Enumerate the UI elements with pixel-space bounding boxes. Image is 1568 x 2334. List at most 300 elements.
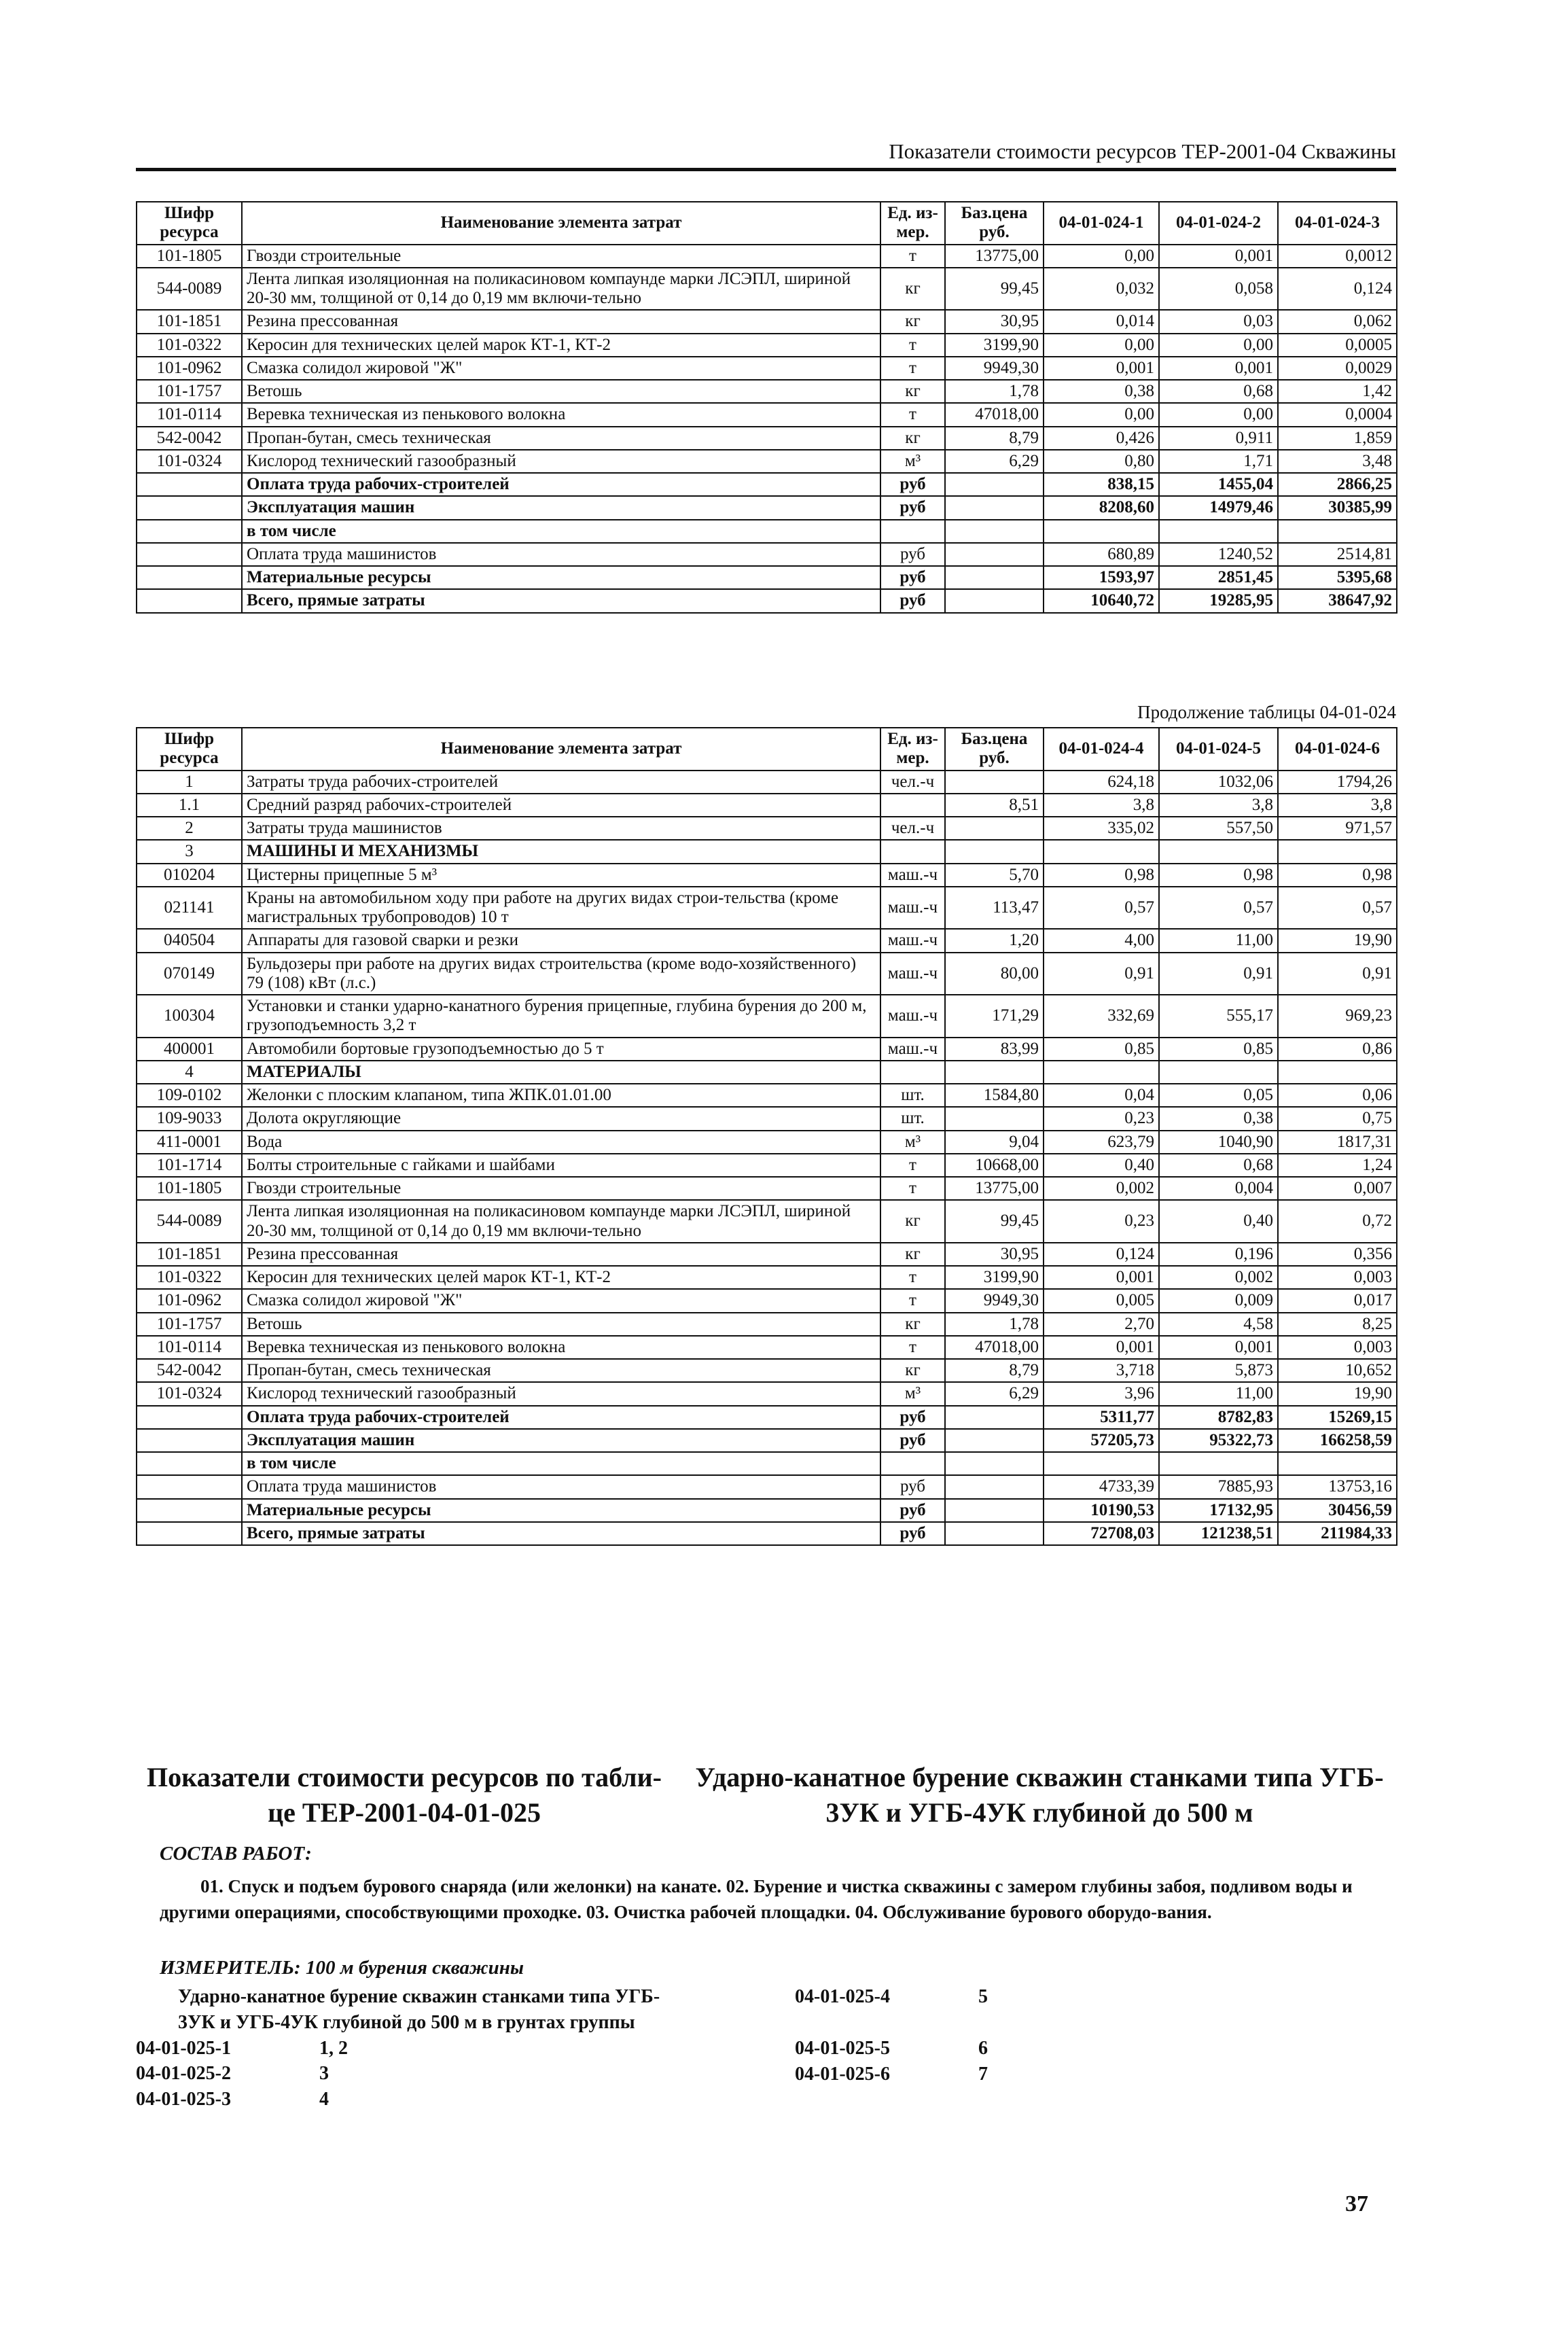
cell-code: 101-0322: [137, 334, 242, 357]
cell-value: 1040,90: [1159, 1131, 1278, 1154]
cell-total-value: 14979,46: [1159, 496, 1278, 519]
cell-code: 101-0962: [137, 1289, 242, 1312]
cell-unit: руб: [880, 1406, 945, 1429]
cell-price: 1584,80: [945, 1084, 1044, 1107]
section-title-right: [679, 1760, 1400, 1831]
totals-row: [137, 520, 1397, 543]
cell-code-empty: [137, 473, 242, 496]
cell-unit: т: [880, 1154, 945, 1177]
table-row: [137, 995, 1397, 1038]
cell-value: 0,98: [1278, 864, 1397, 887]
cell-code: 101-1757: [137, 380, 242, 403]
cell-unit: кг: [880, 1359, 945, 1382]
cell-unit: шт.: [880, 1107, 945, 1130]
cell-value: 0,0005: [1278, 334, 1397, 357]
cell-value: 3,8: [1159, 794, 1278, 817]
code-id: 04-01-025-2: [136, 2063, 231, 2085]
cell-name: Болты строительные с гайками и шайбами: [242, 1154, 880, 1177]
cell-total-value: 8208,60: [1044, 496, 1159, 519]
table-row: [137, 1359, 1397, 1382]
cell-value: 0,014: [1044, 310, 1159, 333]
cell-unit: т: [880, 1336, 945, 1359]
page-header: Показатели стоимости ресурсов ТЕР-2001-04 Скважины: [136, 139, 1396, 171]
totals-row: [137, 1475, 1397, 1498]
cell-code-empty: [137, 1522, 242, 1545]
cell-value: 0,196: [1159, 1243, 1278, 1266]
cell-value: 0,03: [1159, 310, 1278, 333]
cell-name: Смазка солидол жировой "Ж": [242, 357, 880, 380]
cell-name: Ветошь: [242, 380, 880, 403]
cell-total-value: [1159, 520, 1278, 543]
cell-unit: т: [880, 334, 945, 357]
cell-unit: кг: [880, 427, 945, 450]
cell-name: Веревка техническая из пенькового волокна: [242, 1336, 880, 1359]
cell-price-empty: [945, 496, 1044, 519]
code-group: 6: [978, 2037, 988, 2059]
cell-unit: кг: [880, 380, 945, 403]
table-row: [137, 1336, 1397, 1359]
resource-table-2: [136, 727, 1397, 1546]
cell-unit: руб: [880, 1522, 945, 1545]
cell-unit: маш.-ч: [880, 995, 945, 1038]
cell-price-empty: [945, 566, 1044, 589]
cell-name: Резина прессованная: [242, 1243, 880, 1266]
totals-row: [137, 1406, 1397, 1429]
code-id: 04-01-025-3: [136, 2089, 231, 2110]
table-row: [137, 1313, 1397, 1336]
cell-value: 3,96: [1044, 1382, 1159, 1405]
cell-name: Кислород технический газообразный: [242, 1382, 880, 1405]
cell-value: 0,57: [1044, 887, 1159, 930]
cell-total-name: Материальные ресурсы: [242, 1499, 880, 1522]
cell-total-value: 2514,81: [1278, 543, 1397, 566]
cell-value: 0,38: [1159, 1107, 1278, 1130]
cell-name: Автомобили бортовые грузоподъемностью до 5 т: [242, 1038, 880, 1061]
cell-value: [1278, 1061, 1397, 1084]
table-row: [137, 450, 1397, 473]
cell-value: 0,06: [1278, 1084, 1397, 1107]
cell-price: [945, 771, 1044, 794]
cell-value: 0,75: [1278, 1107, 1397, 1130]
cell-value: 0,80: [1044, 450, 1159, 473]
cell-price: 83,99: [945, 1038, 1044, 1061]
cell-name: Долота округляющие: [242, 1107, 880, 1130]
cell-value: 1794,26: [1278, 771, 1397, 794]
cell-unit: руб: [880, 1499, 945, 1522]
cell-unit: маш.-ч: [880, 929, 945, 952]
cell-value: 0,911: [1159, 427, 1278, 450]
cell-value: 0,005: [1044, 1289, 1159, 1312]
cell-value: 0,57: [1159, 887, 1278, 930]
code-row: [136, 2036, 693, 2062]
section-title-left-line-2: це ТЕР-2001-04-01-025: [268, 1797, 541, 1828]
cell-code: 101-0324: [137, 1382, 242, 1405]
cell-value: 1817,31: [1278, 1131, 1397, 1154]
code-row: [136, 2087, 693, 2112]
cell-name: Гвозди строительные: [242, 245, 880, 268]
cell-value: 0,124: [1044, 1243, 1159, 1266]
cell-code: 101-0962: [137, 357, 242, 380]
cell-value: 19,90: [1278, 929, 1397, 952]
table-row: [137, 771, 1397, 794]
cell-value: 0,124: [1278, 268, 1397, 311]
cell-value: 1,24: [1278, 1154, 1397, 1177]
cell-value: [1159, 840, 1278, 863]
cell-value: 555,17: [1159, 995, 1278, 1038]
cell-total-value: 838,15: [1044, 473, 1159, 496]
cell-value: 0,003: [1278, 1266, 1397, 1289]
totals-row: [137, 1499, 1397, 1522]
table-row: [137, 1107, 1397, 1130]
totals-row: [137, 1429, 1397, 1452]
cell-name: Бульдозеры при работе на других видах строительства (кроме водо-хозяйственного) 79 (108) кВт (л.с.): [242, 953, 880, 995]
cell-value: [1278, 840, 1397, 863]
cell-value: 4,58: [1159, 1313, 1278, 1336]
cell-value: 623,79: [1044, 1131, 1159, 1154]
col-header-name: Наименование элемента затрат: [242, 202, 880, 245]
works-description: 01. Спуск и подъем бурового снаряда (или желонки) на канате. 02. Бурение и чистка скважины с замером глубины забоя, подливом воды и другими операциями, способствующими проходке. 03. Очистка рабочей площадки. 04. Обслуживание бурового оборудо-вания.: [160, 1876, 1353, 1922]
cell-value: 969,23: [1278, 995, 1397, 1038]
cell-code: 010204: [137, 864, 242, 887]
cell-price: 9949,30: [945, 1289, 1044, 1312]
cell-unit: кг: [880, 268, 945, 311]
cell-unit: [880, 520, 945, 543]
cell-total-value: 19285,95: [1159, 589, 1278, 612]
cell-total-value: [1278, 520, 1397, 543]
cell-code: 101-1851: [137, 310, 242, 333]
col-header-v3: 04-01-024-6: [1278, 728, 1397, 771]
cell-price: 9,04: [945, 1131, 1044, 1154]
cell-value: 0,002: [1044, 1177, 1159, 1200]
table-row: [137, 427, 1397, 450]
cell-name: Лента липкая изоляционная на поликасиновом компаунде марки ЛСЭПЛ, шириной 20-30 мм, толщиной от 0,14 до 0,19 мм включи-тельно: [242, 268, 880, 311]
table-row: [137, 1200, 1397, 1243]
cell-unit: руб: [880, 1429, 945, 1452]
code-row: [795, 2036, 1135, 2062]
cell-value: 0,001: [1044, 1336, 1159, 1359]
cell-price: 6,29: [945, 1382, 1044, 1405]
cell-value: 11,00: [1159, 1382, 1278, 1405]
cell-value: 2,70: [1044, 1313, 1159, 1336]
cell-total-value: 30456,59: [1278, 1499, 1397, 1522]
cell-name: Пропан-бутан, смесь техническая: [242, 1359, 880, 1382]
table-row: [137, 1289, 1397, 1312]
cell-code: 040504: [137, 929, 242, 952]
cell-total-value: 211984,33: [1278, 1522, 1397, 1545]
col-header-name: Наименование элемента затрат: [242, 728, 880, 771]
cell-value: 0,91: [1044, 953, 1159, 995]
cell-unit: руб: [880, 543, 945, 566]
cell-value: 0,40: [1159, 1200, 1278, 1243]
cell-total-name: Оплата труда машинистов: [242, 1475, 880, 1498]
table-row: [137, 1131, 1397, 1154]
cell-value: 0,007: [1278, 1177, 1397, 1200]
cell-value: 0,0029: [1278, 357, 1397, 380]
cell-value: 1,859: [1278, 427, 1397, 450]
cell-code: 400001: [137, 1038, 242, 1061]
cell-unit: т: [880, 1177, 945, 1200]
cell-code: 101-1714: [137, 1154, 242, 1177]
cell-value: 332,69: [1044, 995, 1159, 1038]
cell-unit: кг: [880, 1200, 945, 1243]
cell-price: 47018,00: [945, 1336, 1044, 1359]
cell-price: [945, 1061, 1044, 1084]
cell-unit: [880, 840, 945, 863]
cell-unit: т: [880, 1289, 945, 1312]
cell-value: 11,00: [1159, 929, 1278, 952]
cell-value: 5,873: [1159, 1359, 1278, 1382]
cell-name: Керосин для технических целей марок КТ-1, КТ-2: [242, 1266, 880, 1289]
table-row: [137, 953, 1397, 995]
cell-total-value: 5311,77: [1044, 1406, 1159, 1429]
cell-total-value: 10190,53: [1044, 1499, 1159, 1522]
cell-value: 0,86: [1278, 1038, 1397, 1061]
cell-code: 1.1: [137, 794, 242, 817]
cell-total-value: 17132,95: [1159, 1499, 1278, 1522]
cell-code: 101-1851: [137, 1243, 242, 1266]
cell-name: Затраты труда машинистов: [242, 817, 880, 840]
cell-value: 0,85: [1159, 1038, 1278, 1061]
cell-code-empty: [137, 566, 242, 589]
col-header-v3: 04-01-024-3: [1278, 202, 1397, 245]
cell-value: [1044, 840, 1159, 863]
cell-name: Вода: [242, 1131, 880, 1154]
cell-code-empty: [137, 1499, 242, 1522]
cell-total-value: 121238,51: [1159, 1522, 1278, 1545]
cell-total-name: в том числе: [242, 520, 880, 543]
cell-unit: т: [880, 245, 945, 268]
cell-unit: т: [880, 357, 945, 380]
cell-price: 10668,00: [945, 1154, 1044, 1177]
cell-price: 9949,30: [945, 357, 1044, 380]
code-group: 5: [978, 1986, 988, 2007]
code-id: 04-01-025-1: [136, 2037, 231, 2059]
cell-unit: [880, 1061, 945, 1084]
cell-value: 1,71: [1159, 450, 1278, 473]
cell-price-empty: [945, 1475, 1044, 1498]
cell-total-value: 57205,73: [1044, 1429, 1159, 1452]
cell-value: 0,68: [1159, 380, 1278, 403]
cell-name: Затраты труда рабочих-строителей: [242, 771, 880, 794]
cell-value: 0,001: [1159, 1336, 1278, 1359]
table-row: [137, 1061, 1397, 1084]
cell-value: 335,02: [1044, 817, 1159, 840]
table-row: [137, 864, 1397, 887]
cell-name: Желонки с плоским клапаном, типа ЖПК.01.01.00: [242, 1084, 880, 1107]
table-row: [137, 334, 1397, 357]
cell-unit: руб: [880, 1475, 945, 1498]
cell-section-title: МАШИНЫ И МЕХАНИЗМЫ: [242, 840, 880, 863]
cell-name: Установки и станки ударно-канатного бурения прицепные, глубина бурения до 200 м, грузоподъемность 3,2 т: [242, 995, 880, 1038]
table-row: [137, 403, 1397, 426]
cell-value: 0,001: [1159, 245, 1278, 268]
totals-row: [137, 543, 1397, 566]
cell-unit: кг: [880, 310, 945, 333]
cell-total-value: 10640,72: [1044, 589, 1159, 612]
table-header-row: [137, 728, 1397, 771]
cell-unit: руб: [880, 566, 945, 589]
cell-code: 2: [137, 817, 242, 840]
table-row: [137, 1177, 1397, 1200]
cell-price: 1,78: [945, 1313, 1044, 1336]
cell-total-value: 2851,45: [1159, 566, 1278, 589]
cell-price: 30,95: [945, 1243, 1044, 1266]
cell-value: 0,85: [1044, 1038, 1159, 1061]
cell-code-empty: [137, 520, 242, 543]
cell-price: 13775,00: [945, 1177, 1044, 1200]
table-row: [137, 1266, 1397, 1289]
cell-name: Краны на автомобильном ходу при работе на других видах строи-тельства (кроме магистральных трубопроводов) 10 т: [242, 887, 880, 930]
cell-code: 101-0324: [137, 450, 242, 473]
code-id: 04-01-025-5: [795, 2037, 890, 2059]
code-group: 1, 2: [319, 2037, 348, 2059]
table-row: [137, 268, 1397, 311]
cell-value: 0,98: [1044, 864, 1159, 887]
cell-unit: чел.-ч: [880, 771, 945, 794]
cell-value: 0,00: [1044, 334, 1159, 357]
cell-value: 0,91: [1159, 953, 1278, 995]
table-row: [137, 1243, 1397, 1266]
cell-name: Резина прессованная: [242, 310, 880, 333]
cell-price-empty: [945, 473, 1044, 496]
cell-price-empty: [945, 1429, 1044, 1452]
cell-value: 971,57: [1278, 817, 1397, 840]
cell-value: 0,57: [1278, 887, 1397, 930]
cell-code-empty: [137, 589, 242, 612]
cell-price-empty: [945, 589, 1044, 612]
cell-total-name: Материальные ресурсы: [242, 566, 880, 589]
cell-unit: маш.-ч: [880, 953, 945, 995]
cell-code: 544-0089: [137, 268, 242, 311]
resource-table-1: [136, 201, 1397, 614]
cell-value: 0,017: [1278, 1289, 1397, 1312]
table-row: [137, 310, 1397, 333]
table-row: [137, 1038, 1397, 1061]
col-header-unit: Ед. из-мер.: [880, 202, 945, 245]
cell-code: 101-0322: [137, 1266, 242, 1289]
table-row: [137, 887, 1397, 930]
codes-description-line-2: 3УК и УГБ-4УК глубиной до 500 м в грунтах группы: [178, 2011, 635, 2033]
cell-code-empty: [137, 1475, 242, 1498]
cell-unit: маш.-ч: [880, 887, 945, 930]
cell-name: Кислород технический газообразный: [242, 450, 880, 473]
cell-total-value: [1044, 1452, 1159, 1475]
cell-code: 542-0042: [137, 427, 242, 450]
cell-price: 8,79: [945, 1359, 1044, 1382]
table-row: [137, 1084, 1397, 1107]
cell-code: 109-0102: [137, 1084, 242, 1107]
cell-value: 0,23: [1044, 1107, 1159, 1130]
cell-code-empty: [137, 1406, 242, 1429]
table-row: [137, 1154, 1397, 1177]
cell-code: 100304: [137, 995, 242, 1038]
cell-total-value: 8782,83: [1159, 1406, 1278, 1429]
cell-value: 0,00: [1044, 403, 1159, 426]
codes-list-left: [136, 1984, 693, 2112]
cell-value: 0,00: [1159, 403, 1278, 426]
cell-value: 0,05: [1159, 1084, 1278, 1107]
cell-value: 0,00: [1044, 245, 1159, 268]
cell-total-value: 1240,52: [1159, 543, 1278, 566]
codes-list-right: [795, 1984, 1135, 2087]
cell-total-value: 4733,39: [1044, 1475, 1159, 1498]
cell-price: 5,70: [945, 864, 1044, 887]
cell-price: 47018,00: [945, 403, 1044, 426]
cell-unit: кг: [880, 1313, 945, 1336]
table-row: [137, 380, 1397, 403]
col-header-v1: 04-01-024-4: [1044, 728, 1159, 771]
table-header-row: [137, 202, 1397, 245]
cell-name: Веревка техническая из пенькового волокна: [242, 403, 880, 426]
cell-value: 557,50: [1159, 817, 1278, 840]
table-row: [137, 817, 1397, 840]
cell-unit: м³: [880, 1131, 945, 1154]
cell-value: 0,426: [1044, 427, 1159, 450]
cell-total-value: 15269,15: [1278, 1406, 1397, 1429]
cell-value: 0,38: [1044, 380, 1159, 403]
cell-name: Смазка солидол жировой "Ж": [242, 1289, 880, 1312]
cell-price: 1,78: [945, 380, 1044, 403]
col-header-price: Баз.цена руб.: [945, 202, 1044, 245]
cell-unit: [880, 1452, 945, 1475]
cell-value: 0,001: [1044, 1266, 1159, 1289]
totals-row: [137, 1452, 1397, 1475]
totals-row: [137, 496, 1397, 519]
cell-value: 0,032: [1044, 268, 1159, 311]
cell-value: 0,0012: [1278, 245, 1397, 268]
cell-value: 0,00: [1159, 334, 1278, 357]
cell-value: [1044, 1061, 1159, 1084]
section-title-right-line-2: 3УК и УГБ-4УК глубиной до 500 м: [825, 1797, 1253, 1828]
col-header-v1: 04-01-024-1: [1044, 202, 1159, 245]
cell-value: 0,002: [1159, 1266, 1278, 1289]
cell-code: 109-9033: [137, 1107, 242, 1130]
cell-unit: шт.: [880, 1084, 945, 1107]
cell-code: 4: [137, 1061, 242, 1084]
cell-value: 0,003: [1278, 1336, 1397, 1359]
cell-total-name: Всего, прямые затраты: [242, 1522, 880, 1545]
cell-total-value: 1455,04: [1159, 473, 1278, 496]
section-title-left: [136, 1760, 673, 1831]
cell-code-empty: [137, 543, 242, 566]
cell-price: [945, 1107, 1044, 1130]
cell-price: 3199,90: [945, 1266, 1044, 1289]
cell-total-value: 2866,25: [1278, 473, 1397, 496]
cell-price-empty: [945, 1499, 1044, 1522]
cell-price: 13775,00: [945, 245, 1044, 268]
cell-code: 101-1805: [137, 1177, 242, 1200]
cell-price: 6,29: [945, 450, 1044, 473]
section-title-left-line-1: Показатели стоимости ресурсов по табли-: [147, 1762, 662, 1792]
code-group: 3: [319, 2063, 329, 2085]
page-number: 37: [1345, 2191, 1368, 2216]
code-group: 7: [978, 2063, 988, 2085]
totals-row: [137, 1522, 1397, 1545]
cell-name: Ветошь: [242, 1313, 880, 1336]
cell-value: 8,25: [1278, 1313, 1397, 1336]
cell-price-empty: [945, 520, 1044, 543]
cell-unit: руб: [880, 496, 945, 519]
cell-unit: м³: [880, 1382, 945, 1405]
cell-value: 0,91: [1278, 953, 1397, 995]
cell-code: 544-0089: [137, 1200, 242, 1243]
cell-code: 1: [137, 771, 242, 794]
cell-code: 070149: [137, 953, 242, 995]
cell-unit: м³: [880, 450, 945, 473]
section-title-right-line-1: Ударно-канатное бурение скважин станками типа УГБ-: [695, 1762, 1384, 1792]
cell-value: 624,18: [1044, 771, 1159, 794]
cell-total-value: 5395,68: [1278, 566, 1397, 589]
